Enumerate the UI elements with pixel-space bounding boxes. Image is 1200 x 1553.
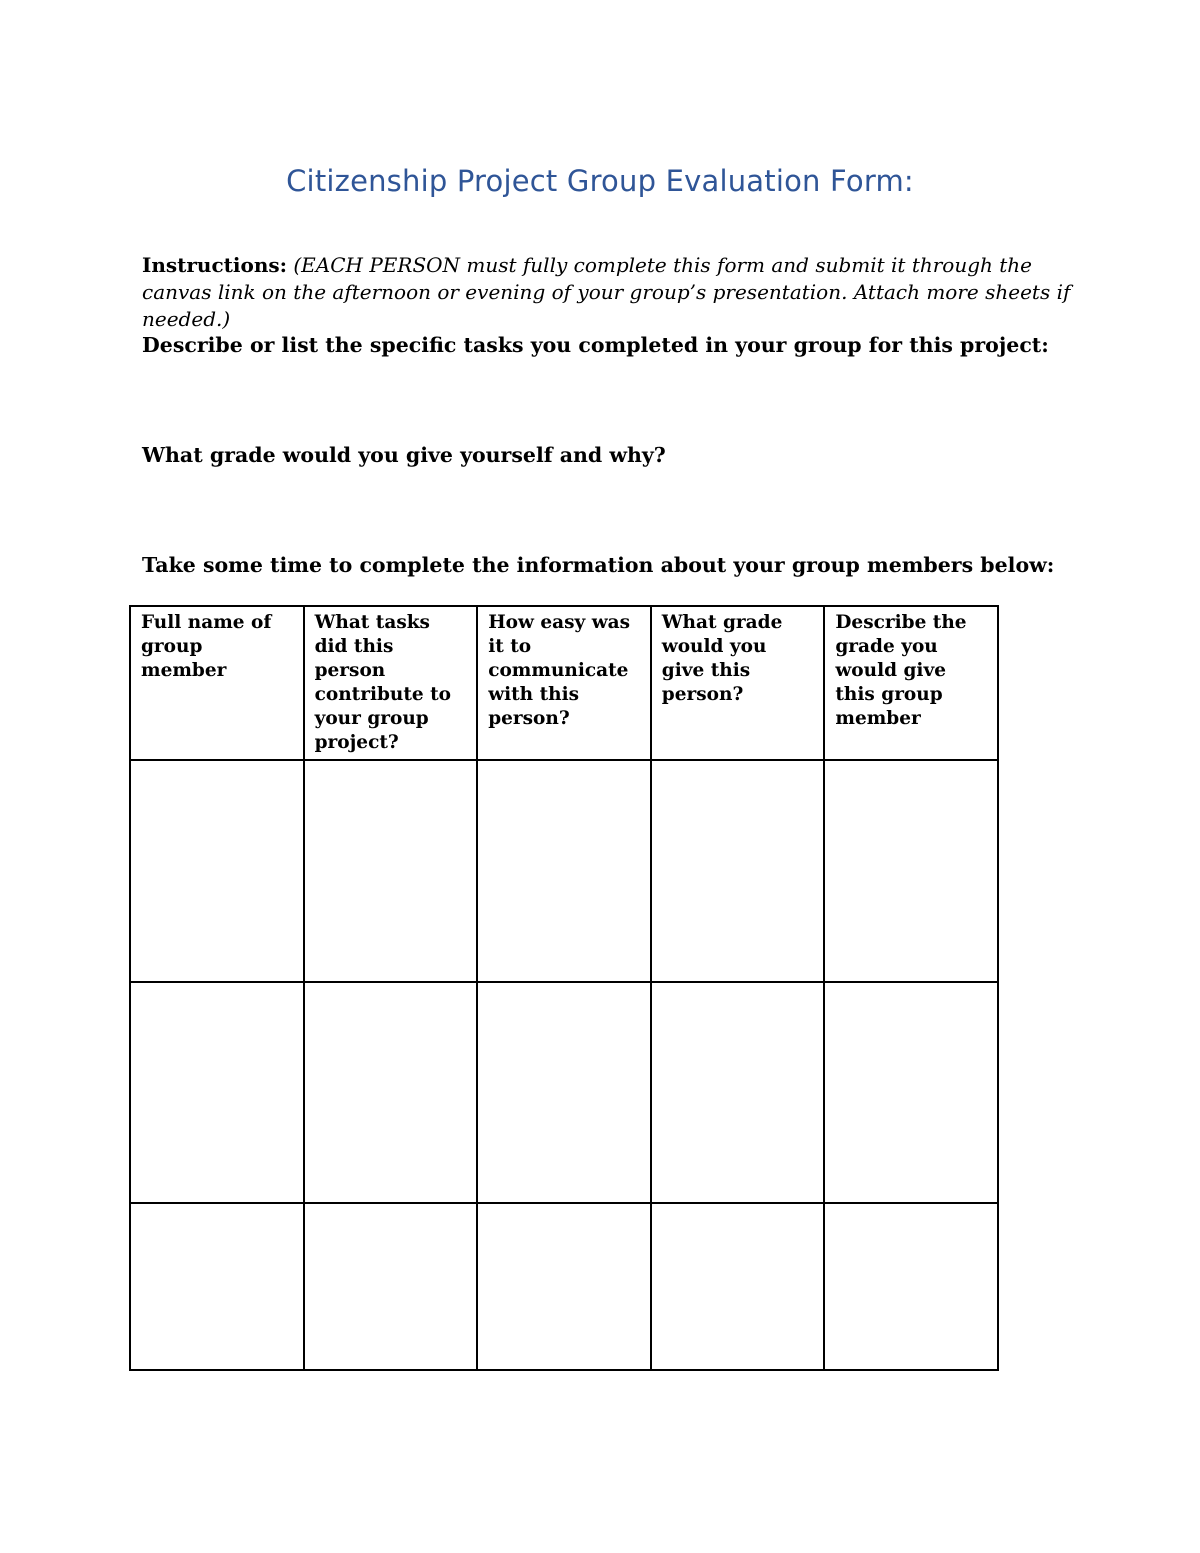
cell-grade[interactable] bbox=[651, 982, 825, 1203]
document-title: Citizenship Project Group Evaluation Form: bbox=[286, 164, 914, 198]
cell-tasks[interactable] bbox=[304, 982, 478, 1203]
cell-grade[interactable] bbox=[651, 1203, 825, 1370]
cell-grade-description[interactable] bbox=[824, 1203, 998, 1370]
question-self-grade: What grade would you give yourself and why? bbox=[142, 443, 666, 467]
table-header-row bbox=[130, 606, 998, 760]
header-grade: What grade would you give this person? bbox=[651, 606, 825, 760]
header-full-name: Full name of group member bbox=[130, 606, 304, 760]
table-row bbox=[130, 1203, 998, 1370]
question-group-members: Take some time to complete the information about your group members below: bbox=[142, 553, 1055, 577]
instructions-label: Instructions: bbox=[142, 253, 288, 277]
header-grade-description: Describe the grade you would give this group member bbox=[824, 606, 998, 760]
cell-grade-description[interactable] bbox=[824, 760, 998, 982]
group-member-evaluation-table bbox=[129, 605, 999, 1371]
cell-full-name[interactable] bbox=[130, 760, 304, 982]
cell-communication[interactable] bbox=[477, 760, 651, 982]
cell-tasks[interactable] bbox=[304, 760, 478, 982]
instructions-paragraph bbox=[142, 252, 1072, 333]
table-row bbox=[130, 760, 998, 982]
cell-grade-description[interactable] bbox=[824, 982, 998, 1203]
cell-tasks[interactable] bbox=[304, 1203, 478, 1370]
cell-communication[interactable] bbox=[477, 1203, 651, 1370]
cell-full-name[interactable] bbox=[130, 1203, 304, 1370]
instructions-text: (EACH PERSON must fully complete this form and submit it through the canvas link on the afternoon or evening of your group’s presentation. Attach more sheets if needed.) bbox=[142, 253, 1071, 331]
cell-grade[interactable] bbox=[651, 760, 825, 982]
cell-communication[interactable] bbox=[477, 982, 651, 1203]
table-row bbox=[130, 982, 998, 1203]
question-tasks-completed: Describe or list the specific tasks you completed in your group for this project: bbox=[142, 333, 1049, 357]
cell-full-name[interactable] bbox=[130, 982, 304, 1203]
header-communication: How easy was it to communicate with this person? bbox=[477, 606, 651, 760]
header-tasks-contributed: What tasks did this person contribute to your group project? bbox=[304, 606, 478, 760]
